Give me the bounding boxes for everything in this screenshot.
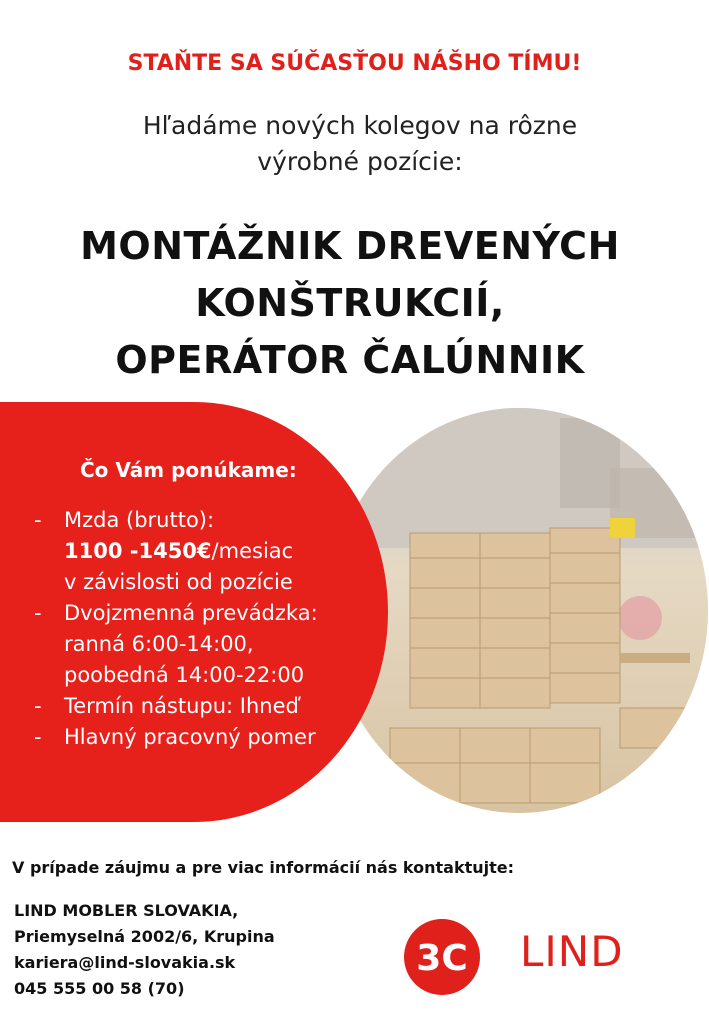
job-positions (20, 218, 680, 389)
subheading-line: Hľadáme nových kolegov na rôzne (142, 111, 578, 140)
offer-line: ranná 6:00-14:00, (64, 632, 254, 656)
salary-period: /mesiac (211, 539, 294, 563)
contact-intro: V prípade záujmu a pre viac informácií nás kontaktujte: (12, 858, 515, 877)
bullet-dash: - (34, 601, 42, 625)
offer-line: v závislosti od pozície (64, 570, 293, 594)
3c-logo-mark (402, 917, 512, 997)
position-line: MONTÁŽNIK DREVENÝCH (80, 224, 620, 268)
offer-line: Termín nástupu: Ihneď (64, 694, 299, 718)
salary-amount: 1100 -1450€ (64, 539, 212, 563)
bullet-dash: - (34, 508, 42, 532)
logo-name: LIND (520, 927, 624, 976)
company-email[interactable]: kariera@lind-slovakia.sk (14, 953, 236, 972)
subheading-line: výrobné pozície: (257, 147, 463, 176)
offer-item-shifts (30, 598, 390, 691)
lind-logo (402, 917, 642, 997)
position-line: OPERÁTOR ČALÚNNIK (115, 338, 585, 382)
offer-line: Dvojzmenná prevádzka: (64, 601, 318, 625)
subheading (60, 108, 660, 180)
offer-item-start (30, 691, 390, 722)
company-contact (14, 898, 275, 1002)
offer-item-salary (30, 505, 390, 598)
company-phone[interactable]: 045 555 00 58 (70) (14, 979, 185, 998)
company-name: LIND MOBLER SLOVAKIA, (14, 901, 239, 920)
offer-line: Mzda (brutto): (64, 508, 215, 532)
offer-item-contract (30, 722, 390, 753)
company-address: Priemyselná 2002/6, Krupina (14, 927, 275, 946)
position-line: KONŠTRUKCIÍ, (195, 281, 505, 325)
tagline: STAŇTE SA SÚČASŤOU NÁŠHO TÍMU! (127, 51, 582, 76)
offer-line: Hlavný pracovný pomer (64, 725, 316, 749)
offer-title: Čo Vám ponúkame: (80, 458, 297, 482)
logo-mark-text: 3C (416, 938, 468, 979)
salary-line (64, 536, 390, 567)
bullet-dash: - (34, 725, 42, 749)
bullet-dash: - (34, 694, 42, 718)
offer-line: poobedná 14:00-22:00 (64, 663, 305, 687)
offer-list (30, 505, 390, 753)
